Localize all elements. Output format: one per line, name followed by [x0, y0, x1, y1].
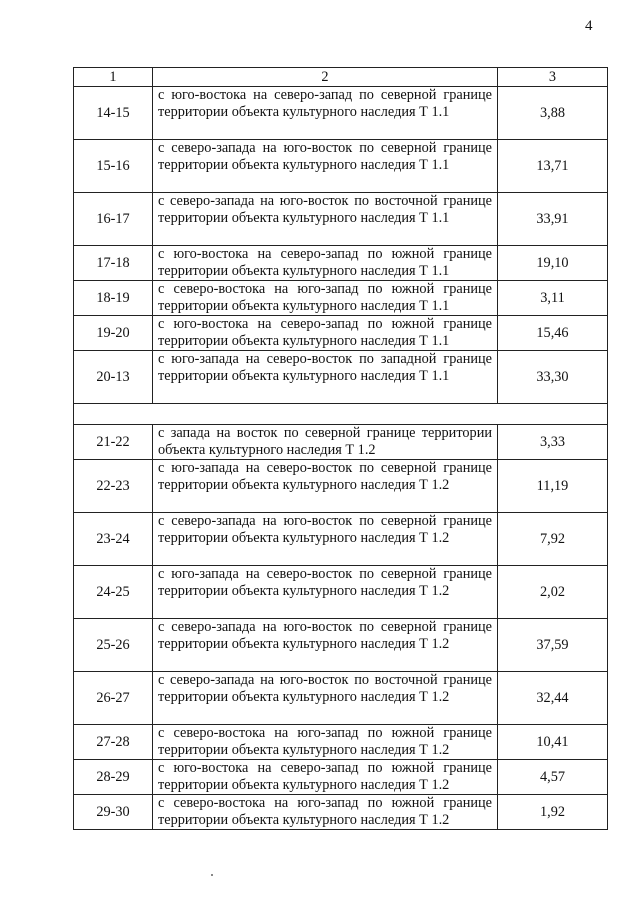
table-row — [74, 351, 608, 404]
length-cell: 32,44 — [498, 672, 608, 725]
description-cell: с северо-запада на юго-восток по восточной границе территории объекта культурного наследия Т 1.2 — [153, 672, 498, 725]
description-cell: с юго-запада на северо-восток по северной границе территории объекта культурного наследия Т 1.2 — [153, 460, 498, 513]
length-cell: 13,71 — [498, 140, 608, 193]
table-row — [74, 725, 608, 760]
scan-speck — [211, 874, 213, 876]
separator-row — [74, 404, 608, 425]
length-cell: 33,91 — [498, 193, 608, 246]
description-cell: с северо-востока на юго-запад по южной границе территории объекта культурного наследия Т 1.1 — [153, 281, 498, 316]
segment-cell: 29-30 — [74, 795, 153, 830]
description-cell: с северо-запада на юго-восток по северной границе территории объекта культурного наследия Т 1.2 — [153, 619, 498, 672]
length-cell: 19,10 — [498, 246, 608, 281]
length-cell: 3,88 — [498, 87, 608, 140]
separator-cell — [74, 404, 608, 425]
column-header-3: 3 — [498, 68, 608, 87]
boundary-segments-table — [73, 67, 608, 830]
description-cell: с юго-востока на северо-запад по южной границе территории объекта культурного наследия Т 1.1 — [153, 246, 498, 281]
length-cell: 11,19 — [498, 460, 608, 513]
column-header-2: 2 — [153, 68, 498, 87]
table-row — [74, 316, 608, 351]
table-row — [74, 760, 608, 795]
description-cell: с северо-востока на юго-запад по южной границе территории объекта культурного наследия Т 1.2 — [153, 725, 498, 760]
page-number: 4 — [585, 18, 593, 34]
table-row — [74, 246, 608, 281]
description-cell: с юго-запада на северо-восток по западной границе территории объекта культурного наследия Т 1.1 — [153, 351, 498, 404]
table-row — [74, 281, 608, 316]
segment-cell: 24-25 — [74, 566, 153, 619]
description-cell: с юго-запада на северо-восток по северной границе территории объекта культурного наследия Т 1.2 — [153, 566, 498, 619]
table-row — [74, 566, 608, 619]
table-row — [74, 87, 608, 140]
length-cell: 3,11 — [498, 281, 608, 316]
description-cell: с северо-запада на юго-восток по северной границе территории объекта культурного наследия Т 1.1 — [153, 140, 498, 193]
segment-cell: 25-26 — [74, 619, 153, 672]
segment-cell: 21-22 — [74, 425, 153, 460]
table-row — [74, 425, 608, 460]
description-cell: с северо-запада на юго-восток по восточной границе территории объекта культурного наследия Т 1.1 — [153, 193, 498, 246]
segment-cell: 20-13 — [74, 351, 153, 404]
table-row — [74, 619, 608, 672]
segment-cell: 18-19 — [74, 281, 153, 316]
column-header-1: 1 — [74, 68, 153, 87]
segment-cell: 22-23 — [74, 460, 153, 513]
table-row — [74, 672, 608, 725]
table-row — [74, 513, 608, 566]
table-header-row — [74, 68, 608, 87]
length-cell: 33,30 — [498, 351, 608, 404]
description-cell: с юго-востока на северо-запад по северной границе территории объекта культурного наследия Т 1.1 — [153, 87, 498, 140]
description-cell: с юго-востока на северо-запад по южной границе территории объекта культурного наследия Т 1.1 — [153, 316, 498, 351]
description-cell: с юго-востока на северо-запад по южной границе территории объекта культурного наследия Т 1.2 — [153, 760, 498, 795]
segment-cell: 16-17 — [74, 193, 153, 246]
segment-cell: 19-20 — [74, 316, 153, 351]
segment-cell: 26-27 — [74, 672, 153, 725]
description-cell: с северо-востока на юго-запад по южной границе территории объекта культурного наследия Т 1.2 — [153, 795, 498, 830]
table-row — [74, 460, 608, 513]
length-cell: 2,02 — [498, 566, 608, 619]
length-cell: 15,46 — [498, 316, 608, 351]
table-row — [74, 193, 608, 246]
table-row — [74, 795, 608, 830]
table-row — [74, 140, 608, 193]
length-cell: 7,92 — [498, 513, 608, 566]
description-cell: с северо-запада на юго-восток по северной границе территории объекта культурного наследия Т 1.2 — [153, 513, 498, 566]
segment-cell: 23-24 — [74, 513, 153, 566]
length-cell: 4,57 — [498, 760, 608, 795]
length-cell: 10,41 — [498, 725, 608, 760]
length-cell: 1,92 — [498, 795, 608, 830]
length-cell: 37,59 — [498, 619, 608, 672]
segment-cell: 15-16 — [74, 140, 153, 193]
segment-cell: 17-18 — [74, 246, 153, 281]
segment-cell: 14-15 — [74, 87, 153, 140]
segment-cell: 27-28 — [74, 725, 153, 760]
length-cell: 3,33 — [498, 425, 608, 460]
description-cell: с запада на восток по северной границе территории объекта культурного наследия Т 1.2 — [153, 425, 498, 460]
segment-cell: 28-29 — [74, 760, 153, 795]
